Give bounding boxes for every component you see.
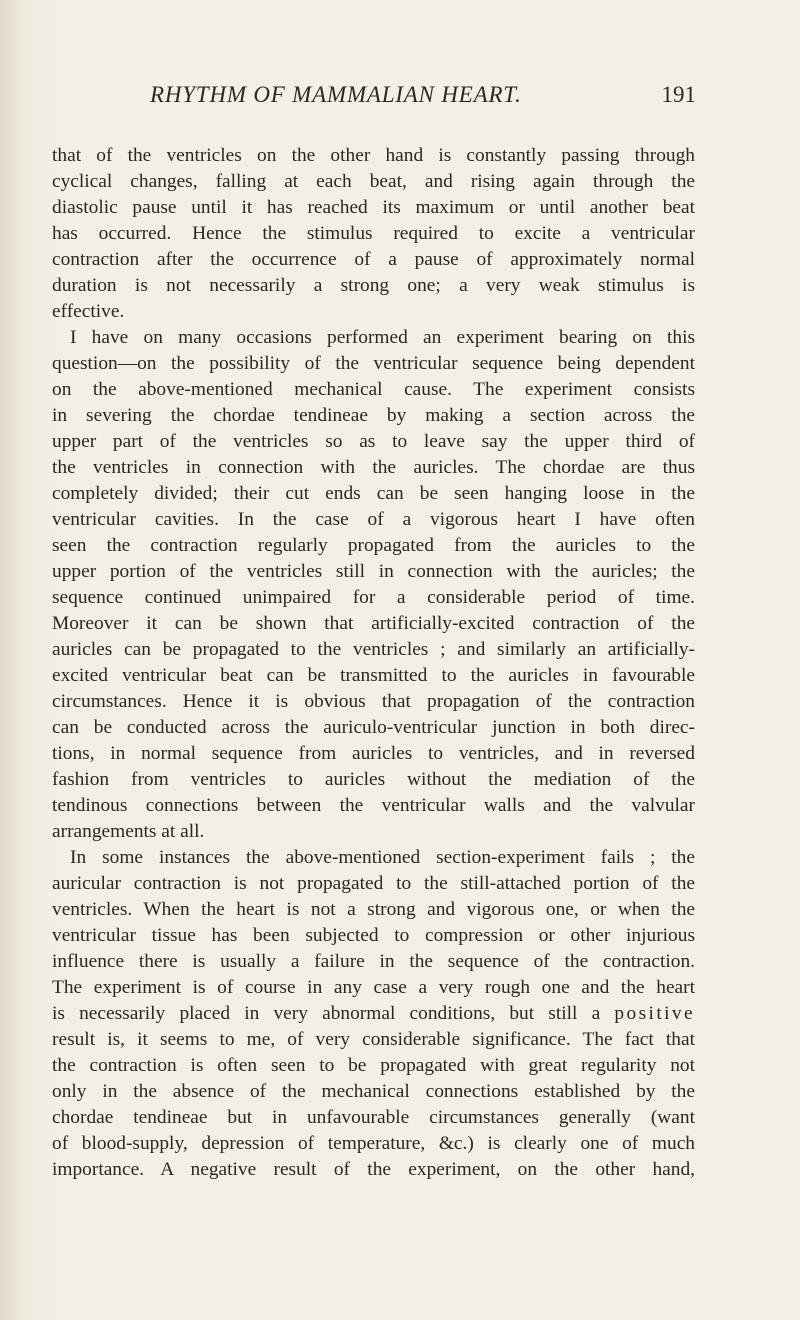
- text-line: tendinous connections between the ventricular walls and the valvular: [52, 795, 695, 816]
- page-number: 191: [661, 82, 696, 107]
- text-line: ventricles. When the heart is not a strong and vigorous one, or when the: [52, 899, 695, 920]
- text-line: circumstances. Hence it is obvious that propagation of the contraction: [52, 691, 695, 712]
- text-line: contraction after the occurrence of a pause of approximately normal: [52, 249, 695, 270]
- text-line: question—on the possibility of the ventricular sequence being dependent: [52, 353, 695, 374]
- text-line: ventricular cavities. In the case of a vigorous heart I have often: [52, 509, 695, 530]
- text-line: Moreover it can be shown that artificially-excited contraction of the: [52, 613, 695, 634]
- text-line: that of the ventricles on the other hand is constantly passing through: [52, 145, 695, 166]
- text-line: the contraction is often seen to be propagated with great regularity not: [52, 1055, 695, 1076]
- paragraph-start-line: I have on many occasions performed an experiment bearing on this: [70, 327, 695, 348]
- text-line: tions, in normal sequence from auricles to ventricles, and in reversed: [52, 743, 695, 764]
- text-line: result is, it seems to me, of very considerable significance. The fact that: [52, 1029, 695, 1050]
- text-line: excited ventricular beat can be transmitted to the auricles in favourable: [52, 665, 695, 686]
- text-line: influence there is usually a failure in the sequence of the contraction.: [52, 951, 695, 972]
- text-line: auricular contraction is not propagated to the still-attached portion of the: [52, 873, 695, 894]
- text-line: upper portion of the ventricles still in connection with the auricles; the: [52, 561, 695, 582]
- text-line: arrangements at all.: [52, 821, 205, 842]
- text-line: auricles can be propagated to the ventricles ; and similarly an artificially-: [52, 639, 695, 660]
- text-line: The experiment is of course in any case a very rough one and the heart: [52, 977, 695, 998]
- text-line: ventricular tissue has been subjected to compression or other injurious: [52, 925, 695, 946]
- text-line: duration is not necessarily a strong one; a very weak stimulus is: [52, 275, 695, 296]
- text-line: in severing the chordae tendineae by making a section across the: [52, 405, 695, 426]
- text-line: completely divided; their cut ends can be seen hanging loose in the: [52, 483, 695, 504]
- text-line: upper part of the ventricles so as to leave say the upper third of: [52, 431, 695, 452]
- text-line: importance. A negative result of the experiment, on the other hand,: [52, 1159, 695, 1180]
- text-line: cyclical changes, falling at each beat, and rising again through the: [52, 171, 695, 192]
- text-line: has occurred. Hence the stimulus required to excite a ventricular: [52, 223, 695, 244]
- running-head: [0, 82, 800, 116]
- running-head-title: RHYTHM OF MAMMALIAN HEART.: [150, 82, 522, 107]
- spaced-emphasis: positive: [614, 1003, 695, 1024]
- text-line: diastolic pause until it has reached its maximum or until another beat: [52, 197, 695, 218]
- text-line: the ventricles in connection with the auricles. The chordae are thus: [52, 457, 695, 478]
- text-line: effective.: [52, 301, 125, 322]
- text-line: on the above-mentioned mechanical cause. The experiment consists: [52, 379, 695, 400]
- text-line: sequence continued unimpaired for a considerable period of time.: [52, 587, 695, 608]
- body-text: [52, 143, 695, 1183]
- text-line: fashion from ventricles to auricles without the mediation of the: [52, 769, 695, 790]
- text-line-part: is necessarily placed in very abnormal conditions, but still a: [52, 1003, 601, 1024]
- paragraph-start-line: In some instances the above-mentioned section-experiment fails ; the: [70, 847, 695, 868]
- text-line: chordae tendineae but in unfavourable circumstances generally (want: [52, 1107, 695, 1128]
- text-line: can be conducted across the auriculo-ventricular junction in both direc-: [52, 717, 695, 738]
- text-line: seen the contraction regularly propagated from the auricles to the: [52, 535, 695, 556]
- text-line: of blood-supply, depression of temperature, &c.) is clearly one of much: [52, 1133, 695, 1154]
- text-line: only in the absence of the mechanical connections established by the: [52, 1081, 695, 1102]
- text-line-with-emphasis: [52, 1001, 695, 1027]
